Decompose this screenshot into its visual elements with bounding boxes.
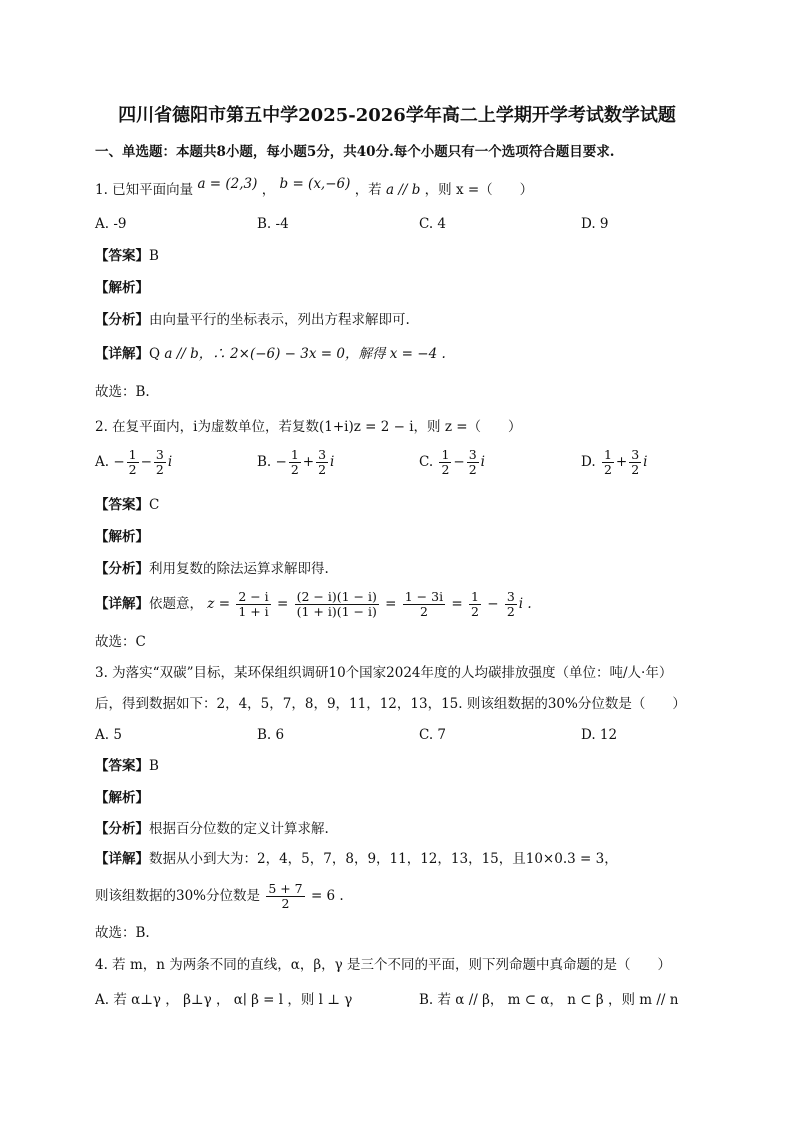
- q2-jiexi-label: 【解析】: [95, 529, 149, 545]
- q2-detail-minus: −: [487, 596, 499, 612]
- q3-choice: [95, 924, 150, 942]
- q1-vector-b: b = (x,−6): [279, 176, 351, 192]
- q2-option-c-label: C.: [419, 454, 434, 470]
- q1-stem-pre: 1. 已知平面向量: [95, 182, 194, 198]
- q2-option-c-frac2: $\frac{3}{2}$: [468, 447, 477, 477]
- choice-label: 故选：: [95, 384, 136, 400]
- q2-choice: [95, 633, 146, 651]
- q1-option-d: D. 9: [581, 216, 609, 232]
- answer-label: 【答案】: [95, 758, 149, 774]
- q2-detail-i: i .: [518, 596, 532, 612]
- q1-choice-value: B.: [135, 384, 150, 400]
- q2-option-b-label: B.: [257, 454, 272, 470]
- analysis-label: 【分析】: [95, 821, 149, 837]
- q2-option-d-i: i: [643, 454, 648, 470]
- q1-analysis: [95, 311, 410, 329]
- q1-detail-result: ，解得 x = −4 .: [344, 346, 446, 362]
- detail-label: 【详解】: [95, 596, 149, 612]
- q2-detail-pre: 依题意，: [149, 596, 203, 612]
- q2-option-a-sign: −: [113, 454, 125, 470]
- q2-option-a-frac1: $\frac{1}{2}$: [128, 447, 137, 477]
- q1-detail: [95, 345, 446, 363]
- q1-parallel: a // b: [385, 182, 421, 198]
- q2-detail-eq2: =: [385, 596, 397, 612]
- q2-option-a-i: i: [167, 454, 173, 470]
- q2-option-a: [95, 448, 172, 477]
- q2-detail: [95, 590, 532, 619]
- q2-option-a-op: −: [140, 454, 152, 470]
- q2-detail-frac4: $\frac{1}{2}$: [470, 589, 479, 619]
- choice-label: 故选：: [95, 925, 136, 941]
- q2-option-b-sign: −: [275, 454, 287, 470]
- analysis-label: 【分析】: [95, 561, 149, 577]
- question-4-stem: 4. 若 m，n 为两条不同的直线，α，β，γ 是三个不同的平面，则下列命题中真命题的是（ ）: [95, 957, 672, 973]
- q2-analysis-text: 利用复数的除法运算求解即得.: [149, 561, 329, 577]
- q2-detail-frac3: $\frac{1 - 3i}{2}$: [404, 589, 444, 619]
- q3-option-d: D. 12: [581, 727, 618, 743]
- q2-option-d-op: +: [615, 454, 628, 470]
- q1-detail-pre: Q: [149, 346, 161, 362]
- q4-option-b: B. 若 α // β， m ⊂ α， n ⊂ β ，则 m // n: [419, 992, 679, 1008]
- q1-answer-value: B: [149, 248, 159, 264]
- q3-analysis: [95, 820, 329, 838]
- q3-detail-line2-pre: 则该组数据的30%分位数是: [95, 888, 261, 904]
- q2-analysis: [95, 560, 329, 578]
- q2-option-b-frac2: $\frac{3}{2}$: [318, 447, 327, 477]
- q2-detail-frac2: $\frac{(2 - i)(1 - i)}{(1 + i)(1 - i)}$: [296, 589, 377, 619]
- q3-choice-value: B.: [135, 925, 150, 941]
- q3-detail-result: = 6 .: [310, 888, 344, 904]
- detail-label: 【详解】: [95, 346, 149, 362]
- q2-detail-frac1: $\frac{2 - i}{1 + i}$: [238, 589, 269, 619]
- q2-option-c-i: i: [480, 454, 485, 470]
- q3-detail: [95, 850, 618, 868]
- q2-detail-eq1: =: [276, 596, 289, 612]
- q1-jiexi-label: 【解析】: [95, 280, 149, 296]
- q2-option-d-frac1: $\frac{1}{2}$: [603, 447, 612, 477]
- q2-option-c: [419, 448, 485, 477]
- section-heading: 一、单选题：本题共8小题，每小题5分，共40分.每个小题只有一个选项符合题目要求.: [95, 144, 615, 160]
- question-1-stem: [95, 176, 534, 199]
- q3-jiexi-label: 【解析】: [95, 790, 149, 806]
- q1-detail-parallel: a // b: [164, 346, 199, 362]
- q1-option-c: C. 4: [419, 216, 447, 232]
- detail-label: 【详解】: [95, 851, 149, 867]
- q2-option-b-i: i: [330, 454, 335, 470]
- q2-option-c-op: −: [453, 454, 465, 470]
- answer-label: 【答案】: [95, 497, 149, 513]
- q3-detail-text: 数据从小到大为：2，4，5，7，8，9，11，12，13，15，且10×0.3 = 3，: [149, 851, 618, 867]
- q2-option-c-frac1: $\frac{1}{2}$: [441, 447, 450, 477]
- q3-option-a: A. 5: [95, 727, 122, 743]
- q1-choice: [95, 383, 150, 401]
- q1-end: ，则 x =（ ）: [424, 182, 534, 198]
- q1-comma: ，: [261, 182, 276, 198]
- q1-detail-equation: ，∴ 2×(−6) − 3x = 0: [198, 346, 345, 362]
- q3-detail-frac: $\frac{5 + 7}{2}$: [268, 881, 303, 911]
- q2-option-d: [581, 448, 647, 477]
- q1-option-b: B. -4: [257, 216, 289, 232]
- q1-analysis-text: 由向量平行的坐标表示，列出方程求解即可.: [149, 312, 410, 328]
- q3-analysis-text: 根据百分位数的定义计算求解.: [149, 821, 329, 837]
- page-title: 四川省德阳市第五中学2025-2026学年高二上学期开学考试数学试题: [118, 105, 676, 126]
- question-2-stem: 2. 在复平面内，i为虚数单位，若复数(1+i)z = 2 − i，则 z =（ ）: [95, 419, 522, 435]
- q2-option-b-frac1: $\frac{1}{2}$: [290, 447, 299, 477]
- analysis-label: 【分析】: [95, 312, 149, 328]
- q1-answer: [95, 247, 159, 265]
- q3-option-b: B. 6: [257, 727, 285, 743]
- q2-option-a-label: A.: [95, 454, 110, 470]
- q2-detail-z: z =: [207, 596, 231, 612]
- q2-choice-value: C: [135, 634, 146, 650]
- question-3-stem-line1: 3. 为落实“双碳”目标，某环保组织调研10个国家2024年度的人均碳排放强度（单位：吨/人·年）: [95, 665, 673, 681]
- q2-detail-frac5: $\frac{3}{2}$: [506, 589, 515, 619]
- q3-answer: [95, 757, 159, 775]
- q2-option-d-frac2: $\frac{3}{2}$: [631, 447, 640, 477]
- question-3-stem-line2: 后，得到数据如下：2，4，5，7，8，9，11，12，13，15. 则该组数据的30%分位数是（ ）: [95, 696, 686, 712]
- q1-mid: ，若: [354, 182, 382, 198]
- choice-label: 故选：: [95, 634, 136, 650]
- q2-answer: [95, 496, 159, 514]
- q2-option-b: [257, 448, 334, 477]
- q1-option-a: A. -9: [95, 216, 127, 232]
- q2-option-d-label: D.: [581, 454, 596, 470]
- q2-option-b-op: +: [302, 454, 315, 470]
- q4-option-a: A. 若 α⊥γ ， β⊥γ ， α∣ β = l ，则 l ⊥ γ: [95, 992, 353, 1008]
- q2-answer-value: C: [149, 497, 160, 513]
- q3-answer-value: B: [149, 758, 159, 774]
- q2-detail-eq3: =: [451, 596, 463, 612]
- q3-option-c: C. 7: [419, 727, 447, 743]
- q2-option-a-frac2: $\frac{3}{2}$: [155, 447, 164, 477]
- q3-detail-line2: [95, 882, 344, 911]
- answer-label: 【答案】: [95, 248, 149, 264]
- q1-vector-a: a = (2,3): [197, 176, 258, 192]
